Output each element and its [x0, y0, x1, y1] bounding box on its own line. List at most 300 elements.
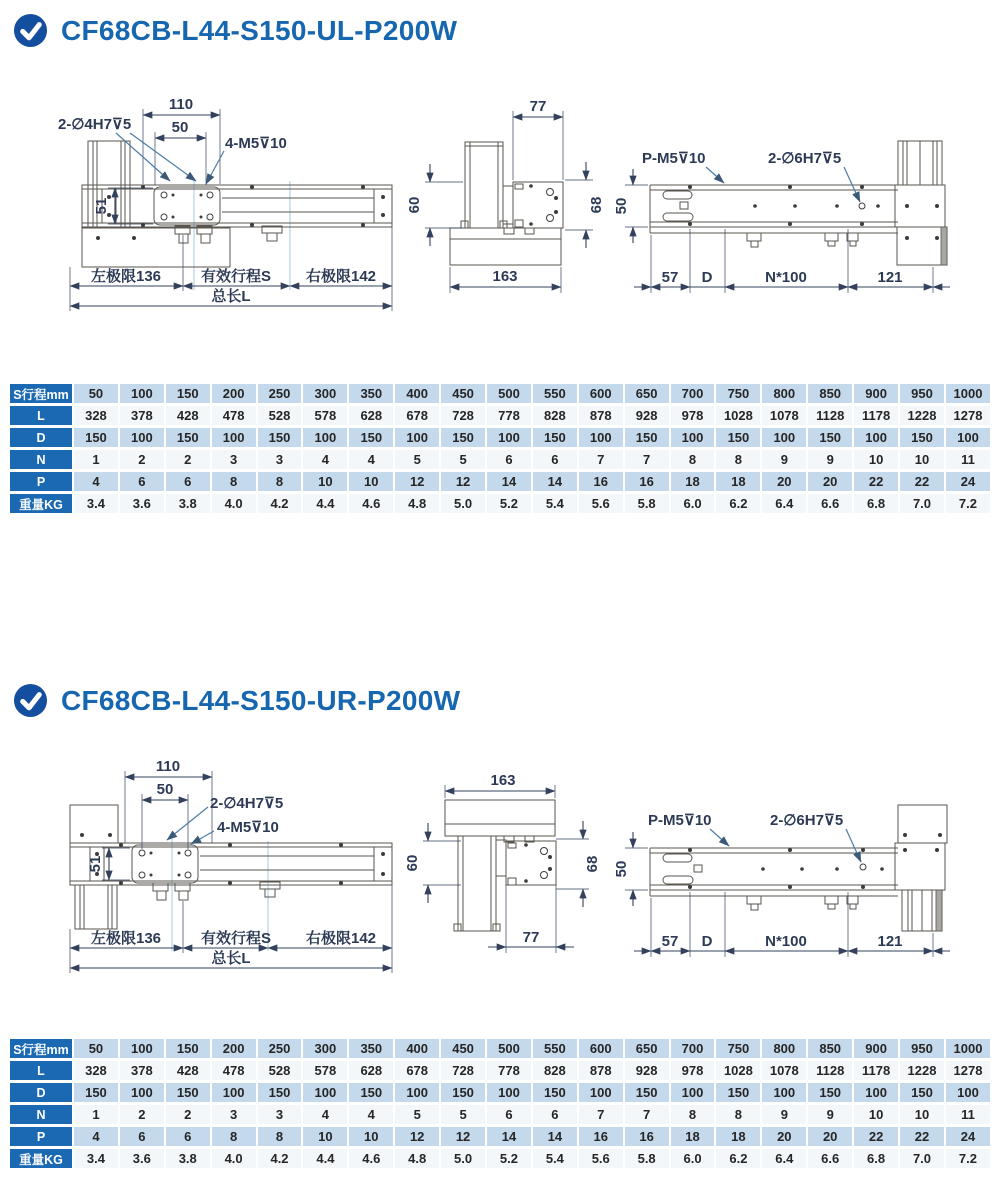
table-cell: 5.8	[625, 494, 669, 513]
table-cell: 678	[395, 1061, 439, 1080]
table-cell: 14	[533, 1127, 577, 1146]
table-row	[10, 450, 990, 469]
table-cell: 8	[212, 472, 256, 491]
dim-bottom: 77	[522, 929, 540, 946]
label-dowel-holes: 2-∅4H7⊽5	[210, 795, 284, 812]
table-cell: 6	[533, 450, 577, 469]
table-cell: 378	[120, 406, 164, 425]
table-cell: 50	[74, 1039, 118, 1058]
table-cell: 550	[533, 1039, 577, 1058]
label-pm5: P-M5⊽10	[642, 150, 706, 167]
table-cell: 9	[762, 450, 806, 469]
table-cell: 6.4	[762, 1149, 806, 1168]
table-cell: 3.8	[166, 1149, 210, 1168]
table-cell: 928	[625, 1061, 669, 1080]
table-cell: 150	[625, 428, 669, 447]
table-cell: 8	[716, 450, 760, 469]
table-cell: 7	[625, 450, 669, 469]
table-cell: 150	[258, 1083, 302, 1102]
table-cell: 950	[900, 1039, 944, 1058]
row-label: D	[10, 1083, 72, 1102]
table-cell: 478	[212, 406, 256, 425]
model-title-row	[13, 13, 457, 48]
table-cell: 150	[166, 384, 210, 403]
table-cell: 7.2	[946, 1149, 990, 1168]
table-cell: 22	[900, 1127, 944, 1146]
dim-50: 50	[171, 119, 189, 136]
table-cell: 100	[579, 428, 623, 447]
table-cell: 450	[441, 1039, 485, 1058]
label-dowel-holes: 2-∅6H7⊽5	[768, 150, 842, 167]
table-cell: 978	[671, 406, 715, 425]
table-cell: 4.2	[258, 494, 302, 513]
table-cell: 150	[349, 1083, 393, 1102]
table-cell: 3.4	[74, 1149, 118, 1168]
table-cell: 4.6	[349, 1149, 393, 1168]
table-cell: 978	[671, 1061, 715, 1080]
table-cell: 6	[120, 1127, 164, 1146]
table-cell: 20	[808, 1127, 852, 1146]
table-cell: 150	[716, 428, 760, 447]
table-cell: 7.0	[900, 494, 944, 513]
table-cell: 18	[671, 472, 715, 491]
row-label: S行程mm	[10, 384, 72, 403]
table-cell: 150	[166, 1039, 210, 1058]
table-cell: 5	[395, 450, 439, 469]
table-cell: 600	[579, 1039, 623, 1058]
dim-total-length: 总长L	[211, 288, 251, 305]
table-cell: 3	[212, 1105, 256, 1124]
row-label: P	[10, 1127, 72, 1146]
table-cell: 628	[349, 1061, 393, 1080]
table-cell: 12	[441, 1127, 485, 1146]
table-cell: 100	[671, 1083, 715, 1102]
dim-n100: N*100	[765, 269, 807, 286]
table-cell: 4	[349, 450, 393, 469]
table-cell: 928	[625, 406, 669, 425]
table-cell: 1	[74, 1105, 118, 1124]
model-title: CF68CB-L44-S150-UR-P200W	[61, 684, 461, 716]
table-cell: 378	[120, 1061, 164, 1080]
table-cell: 14	[487, 472, 531, 491]
table-cell: 150	[441, 1083, 485, 1102]
dim-121: 121	[877, 269, 903, 286]
table-cell: 100	[120, 428, 164, 447]
dim-121: 121	[877, 933, 903, 950]
spec-table-ul	[8, 381, 992, 516]
table-row	[10, 1061, 990, 1080]
dim-right-limit: 右极限142	[305, 268, 377, 285]
table-cell: 9	[808, 450, 852, 469]
table-cell: 1000	[946, 384, 990, 403]
table-cell: 150	[625, 1083, 669, 1102]
table-cell: 1078	[762, 1061, 806, 1080]
table-cell: 850	[808, 384, 852, 403]
model-title-row	[13, 683, 460, 718]
label-pm5: P-M5⊽10	[648, 812, 712, 829]
table-cell: 5.2	[487, 1149, 531, 1168]
drawing-rear-view-ul	[613, 85, 995, 317]
table-cell: 350	[349, 1039, 393, 1058]
table-cell: 4	[349, 1105, 393, 1124]
table-cell: 700	[671, 1039, 715, 1058]
dim-bottom: 163	[492, 268, 518, 285]
table-cell: 100	[212, 1083, 256, 1102]
table-cell: 4.4	[303, 494, 347, 513]
table-cell: 150	[166, 428, 210, 447]
table-cell: 8	[671, 1105, 715, 1124]
table-cell: 678	[395, 406, 439, 425]
table-cell: 600	[579, 384, 623, 403]
row-label: 重量KG	[10, 1149, 72, 1168]
table-row	[10, 494, 990, 513]
table-cell: 650	[625, 1039, 669, 1058]
table-cell: 7	[579, 1105, 623, 1124]
table-cell: 6.6	[808, 494, 852, 513]
table-cell: 20	[762, 1127, 806, 1146]
dim-110: 110	[168, 96, 194, 113]
table-cell: 100	[579, 1083, 623, 1102]
table-cell: 1128	[808, 1061, 852, 1080]
drawing-rear-view-ur	[613, 753, 995, 988]
table-cell: 6	[487, 450, 531, 469]
drawing-plan-view-ur	[58, 753, 398, 988]
table-cell: 850	[808, 1039, 852, 1058]
table-cell: 8	[671, 450, 715, 469]
table-cell: 8	[258, 1127, 302, 1146]
table-cell: 778	[487, 1061, 531, 1080]
table-cell: 8	[258, 472, 302, 491]
table-cell: 750	[716, 1039, 760, 1058]
check-circle-icon	[13, 13, 48, 48]
table-cell: 500	[487, 384, 531, 403]
table-cell: 7	[625, 1105, 669, 1124]
row-label: S行程mm	[10, 1039, 72, 1058]
table-cell: 5	[441, 450, 485, 469]
table-cell: 878	[579, 1061, 623, 1080]
table-cell: 6.6	[808, 1149, 852, 1168]
table-cell: 22	[854, 472, 898, 491]
table-cell: 950	[900, 384, 944, 403]
table-cell: 4.2	[258, 1149, 302, 1168]
dim-50: 50	[156, 781, 174, 798]
table-cell: 900	[854, 384, 898, 403]
table-cell: 6.0	[671, 494, 715, 513]
dim-travel: 有效行程S	[200, 930, 272, 947]
table-cell: 828	[533, 406, 577, 425]
table-row	[10, 472, 990, 491]
table-cell: 3.6	[120, 494, 164, 513]
table-cell: 800	[762, 384, 806, 403]
table-cell: 350	[349, 384, 393, 403]
table-cell: 878	[579, 406, 623, 425]
table-row	[10, 428, 990, 447]
table-cell: 100	[120, 384, 164, 403]
table-cell: 10	[349, 1127, 393, 1146]
table-cell: 150	[808, 428, 852, 447]
dim-50: 50	[613, 197, 630, 215]
table-cell: 11	[946, 450, 990, 469]
table-cell: 6	[533, 1105, 577, 1124]
table-cell: 100	[487, 428, 531, 447]
table-cell: 6	[487, 1105, 531, 1124]
table-cell: 1128	[808, 406, 852, 425]
table-cell: 3.4	[74, 494, 118, 513]
table-cell: 10	[303, 472, 347, 491]
label-mount-screws: 4-M5⊽10	[217, 819, 279, 836]
table-cell: 16	[579, 1127, 623, 1146]
table-cell: 18	[716, 472, 760, 491]
table-cell: 16	[625, 1127, 669, 1146]
dim-left-limit: 左极限136	[90, 268, 162, 285]
dim-110: 110	[155, 758, 181, 775]
table-cell: 22	[900, 472, 944, 491]
table-cell: 6	[166, 472, 210, 491]
table-cell: 24	[946, 472, 990, 491]
drawing-side-view-ul	[403, 85, 618, 317]
table-cell: 100	[120, 1039, 164, 1058]
drawing-plan-view-ul	[58, 85, 398, 317]
table-cell: 650	[625, 384, 669, 403]
table-cell: 16	[579, 472, 623, 491]
table-cell: 5.0	[441, 1149, 485, 1168]
table-cell: 500	[487, 1039, 531, 1058]
table-cell: 14	[533, 472, 577, 491]
table-cell: 1228	[900, 1061, 944, 1080]
table-cell: 20	[808, 472, 852, 491]
table-cell: 5.0	[441, 494, 485, 513]
table-cell: 100	[854, 1083, 898, 1102]
table-cell: 1178	[854, 406, 898, 425]
table-cell: 728	[441, 406, 485, 425]
dim-left: 60	[406, 196, 423, 214]
table-row	[10, 1039, 990, 1058]
table-cell: 150	[74, 1083, 118, 1102]
table-cell: 4.4	[303, 1149, 347, 1168]
table-cell: 100	[395, 1083, 439, 1102]
table-cell: 6.0	[671, 1149, 715, 1168]
table-cell: 800	[762, 1039, 806, 1058]
table-cell: 6.8	[854, 494, 898, 513]
table-cell: 150	[349, 428, 393, 447]
table-cell: 12	[395, 1127, 439, 1146]
table-cell: 150	[441, 428, 485, 447]
table-cell: 3	[258, 450, 302, 469]
table-cell: 100	[946, 428, 990, 447]
table-cell: 2	[120, 1105, 164, 1124]
drawing-side-view-ur	[403, 753, 618, 988]
table-cell: 4	[303, 450, 347, 469]
table-cell: 200	[212, 1039, 256, 1058]
table-cell: 550	[533, 384, 577, 403]
table-cell: 5.6	[579, 1149, 623, 1168]
dim-51: 51	[87, 855, 104, 873]
table-row	[10, 406, 990, 425]
check-circle-icon	[13, 683, 48, 718]
row-label: L	[10, 406, 72, 425]
table-cell: 100	[762, 1083, 806, 1102]
table-cell: 528	[258, 1061, 302, 1080]
row-label: L	[10, 1061, 72, 1080]
table-cell: 1078	[762, 406, 806, 425]
table-cell: 778	[487, 406, 531, 425]
table-row	[10, 1149, 990, 1168]
dim-d: D	[701, 933, 713, 950]
table-cell: 100	[946, 1083, 990, 1102]
table-cell: 10	[349, 472, 393, 491]
table-cell: 6.8	[854, 1149, 898, 1168]
table-cell: 628	[349, 406, 393, 425]
table-cell: 100	[120, 1083, 164, 1102]
dim-right: 68	[584, 855, 601, 873]
table-cell: 150	[900, 1083, 944, 1102]
dim-top: 163	[490, 772, 516, 789]
table-cell: 4.8	[395, 1149, 439, 1168]
table-cell: 7.2	[946, 494, 990, 513]
table-cell: 328	[74, 406, 118, 425]
table-cell: 150	[808, 1083, 852, 1102]
table-cell: 10	[900, 1105, 944, 1124]
table-cell: 2	[166, 450, 210, 469]
table-cell: 8	[716, 1105, 760, 1124]
table-cell: 728	[441, 1061, 485, 1080]
dim-57: 57	[661, 933, 679, 950]
dim-left-limit: 左极限136	[90, 930, 162, 947]
table-cell: 1178	[854, 1061, 898, 1080]
table-cell: 900	[854, 1039, 898, 1058]
spec-table-ur	[8, 1036, 992, 1171]
table-cell: 10	[900, 450, 944, 469]
table-cell: 528	[258, 406, 302, 425]
table-cell: 10	[303, 1127, 347, 1146]
table-cell: 5	[441, 1105, 485, 1124]
table-cell: 300	[303, 384, 347, 403]
table-cell: 150	[900, 428, 944, 447]
table-cell: 5.8	[625, 1149, 669, 1168]
dim-total-length: 总长L	[211, 950, 251, 967]
table-cell: 150	[166, 1083, 210, 1102]
table-cell: 9	[808, 1105, 852, 1124]
dim-51: 51	[93, 197, 110, 215]
table-cell: 150	[533, 1083, 577, 1102]
table-row	[10, 1127, 990, 1146]
table-cell: 150	[258, 428, 302, 447]
table-cell: 150	[533, 428, 577, 447]
dim-50: 50	[613, 860, 630, 878]
table-cell: 578	[303, 1061, 347, 1080]
table-cell: 18	[671, 1127, 715, 1146]
table-cell: 10	[854, 1105, 898, 1124]
table-cell: 11	[946, 1105, 990, 1124]
model-title: CF68CB-L44-S150-UL-P200W	[61, 14, 458, 46]
table-cell: 12	[395, 472, 439, 491]
table-cell: 6	[120, 472, 164, 491]
table-cell: 9	[762, 1105, 806, 1124]
table-cell: 100	[212, 428, 256, 447]
dim-right: 68	[588, 196, 605, 214]
table-cell: 400	[395, 384, 439, 403]
table-cell: 4.0	[212, 494, 256, 513]
table-cell: 24	[946, 1127, 990, 1146]
table-cell: 5	[395, 1105, 439, 1124]
table-cell: 100	[303, 428, 347, 447]
table-cell: 22	[854, 1127, 898, 1146]
table-cell: 3.6	[120, 1149, 164, 1168]
table-cell: 200	[212, 384, 256, 403]
table-cell: 250	[258, 384, 302, 403]
table-cell: 20	[762, 472, 806, 491]
table-cell: 5.4	[533, 1149, 577, 1168]
table-cell: 450	[441, 384, 485, 403]
table-cell: 6.2	[716, 1149, 760, 1168]
label-dowel-holes: 2-∅4H7⊽5	[58, 116, 132, 133]
table-cell: 750	[716, 384, 760, 403]
table-cell: 1000	[946, 1039, 990, 1058]
table-row	[10, 1083, 990, 1102]
dim-d: D	[701, 269, 713, 286]
table-cell: 6.2	[716, 494, 760, 513]
table-cell: 1278	[946, 1061, 990, 1080]
table-cell: 5.6	[579, 494, 623, 513]
table-cell: 700	[671, 384, 715, 403]
table-cell: 4.0	[212, 1149, 256, 1168]
table-cell: 1278	[946, 406, 990, 425]
table-row	[10, 1105, 990, 1124]
table-cell: 478	[212, 1061, 256, 1080]
table-cell: 7.0	[900, 1149, 944, 1168]
table-cell: 8	[212, 1127, 256, 1146]
table-cell: 100	[303, 1083, 347, 1102]
table-cell: 4	[303, 1105, 347, 1124]
row-label: N	[10, 1105, 72, 1124]
table-cell: 6.4	[762, 494, 806, 513]
row-label: 重量KG	[10, 494, 72, 513]
table-cell: 16	[625, 472, 669, 491]
dim-right-limit: 右极限142	[305, 930, 377, 947]
table-cell: 100	[671, 428, 715, 447]
label-mount-screws: 4-M5⊽10	[225, 135, 287, 152]
table-cell: 428	[166, 406, 210, 425]
row-label: D	[10, 428, 72, 447]
row-label: P	[10, 472, 72, 491]
table-cell: 3.8	[166, 494, 210, 513]
dim-left: 60	[404, 854, 421, 872]
table-cell: 300	[303, 1039, 347, 1058]
table-cell: 150	[716, 1083, 760, 1102]
dim-top: 77	[529, 98, 547, 115]
table-cell: 4	[74, 472, 118, 491]
table-cell: 100	[854, 428, 898, 447]
table-cell: 1228	[900, 406, 944, 425]
table-cell: 250	[258, 1039, 302, 1058]
label-dowel-holes: 2-∅6H7⊽5	[770, 812, 844, 829]
dim-n100: N*100	[765, 933, 807, 950]
table-cell: 12	[441, 472, 485, 491]
table-cell: 4	[74, 1127, 118, 1146]
table-cell: 428	[166, 1061, 210, 1080]
table-cell: 1	[74, 450, 118, 469]
table-cell: 828	[533, 1061, 577, 1080]
table-cell: 4.6	[349, 494, 393, 513]
table-cell: 578	[303, 406, 347, 425]
table-cell: 100	[487, 1083, 531, 1102]
table-cell: 5.2	[487, 494, 531, 513]
table-row	[10, 384, 990, 403]
table-cell: 10	[854, 450, 898, 469]
dim-57: 57	[661, 269, 679, 286]
table-cell: 2	[120, 450, 164, 469]
table-cell: 1028	[716, 1061, 760, 1080]
